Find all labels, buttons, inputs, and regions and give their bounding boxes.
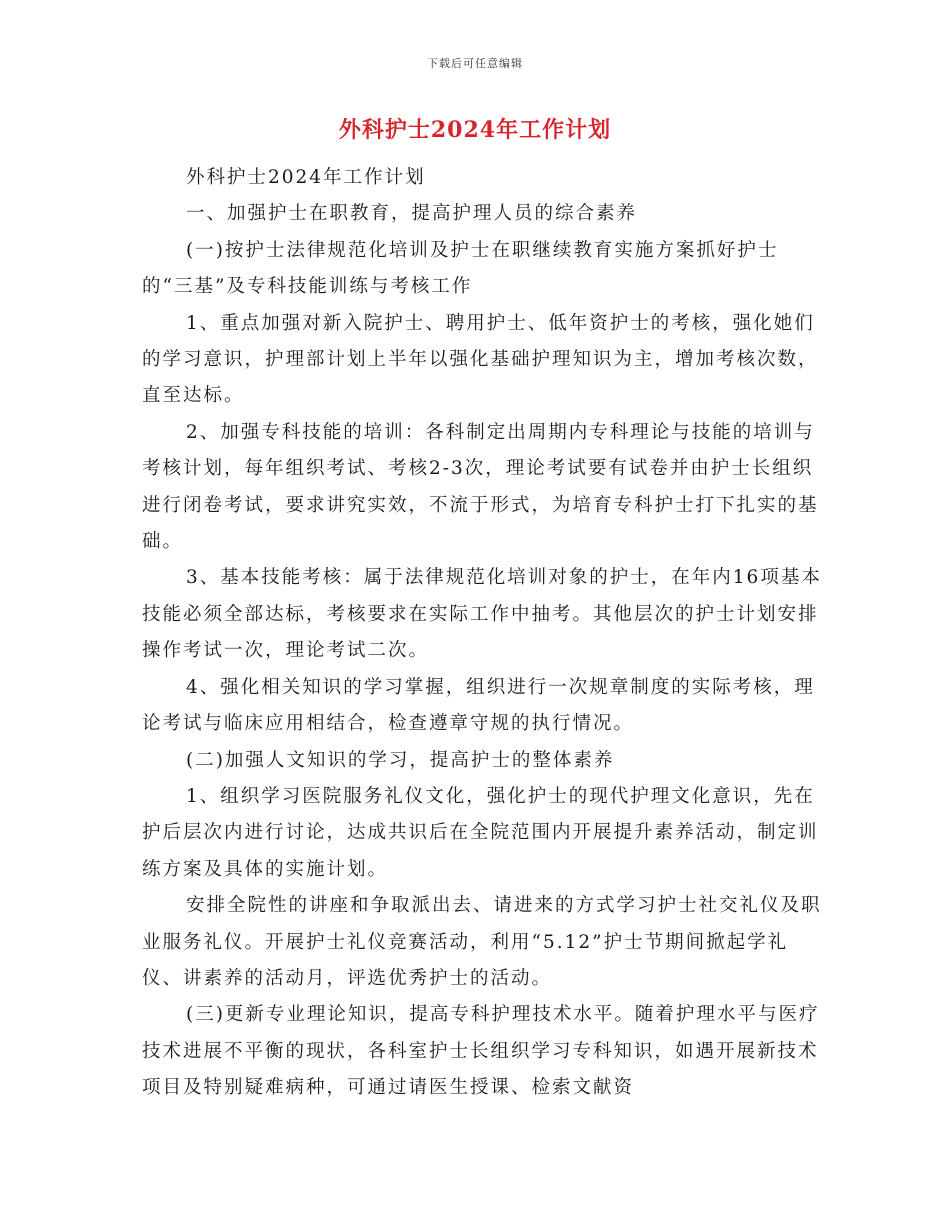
paragraph: 安排全院性的讲座和争取派出去、请进来的方式学习护士社交礼仪及职业服务礼仪。开展护士礼仪竞赛活动，利用“5.12”护士节期间掀起学礼仪、讲素养的活动月，评选优秀护士的活动。 [142, 895, 822, 989]
paragraph: 1、组织学习医院服务礼仪文化，强化护士的现代护理文化意识，先在护后层次内进行讨论，达成共识后在全院范围内开展提升素养活动，制定训练方案及具体的实施计划。 [142, 785, 819, 880]
section-heading-1: 一、加强护士在职教育，提高护理人员的综合素养 [186, 203, 638, 225]
subsection-heading-3: (三)更新专业理论知识，提高专科护理技术水平。随着护理水平与医疗技术进展不平衡的现状，各科室护士长组织学习专科知识，如遇开展新技术项目及特别疑难病种，可通过请医生授课、检索文献资 [142, 1004, 820, 1099]
header-note: 下载后可任意编辑 [427, 57, 523, 70]
paragraph: 4、强化相关知识的学习掌握，组织进行一次规章制度的实际考核，理论考试与临床应用相结合，检查遵章守规的执行情况。 [142, 676, 815, 735]
paragraph: 3、基本技能考核：属于法律规范化培训对象的护士，在年内16项基本技能必须全部达标，考核要求在实际工作中抽考。其他层次的护士计划安排操作考试一次，理论考试二次。 [142, 567, 822, 662]
subsection-heading-1: (一)按护士法律规范化培训及护士在职继续教育实施方案抓好护士的“三基”及专科技能训练与考核工作 [142, 239, 779, 298]
document-body [142, 160, 827, 1107]
paragraph: 2、加强专科技能的培训：各科制定出周期内专科理论与技能的培训与考核计划，每年组织考试、考核2-3次，理论考试要有试卷并由护士长组织进行闭卷考试，要求讲究实效，不流于形式，为培育专科护士打下扎实的基础。 [142, 421, 819, 553]
paragraph-subtitle: 外科护士2024年工作计划 [186, 167, 426, 188]
document-title: 外科护士2024年工作计划 [338, 117, 612, 143]
subsection-heading-2: (二)加强人文知识的学习，提高护士的整体素养 [186, 749, 615, 771]
paragraph: 1、重点加强对新入院护士、聘用护士、低年资护士的考核，强化她们的学习意识，护理部计划上半年以强化基础护理知识为主，增加考核次数，直至达标。 [142, 312, 819, 407]
